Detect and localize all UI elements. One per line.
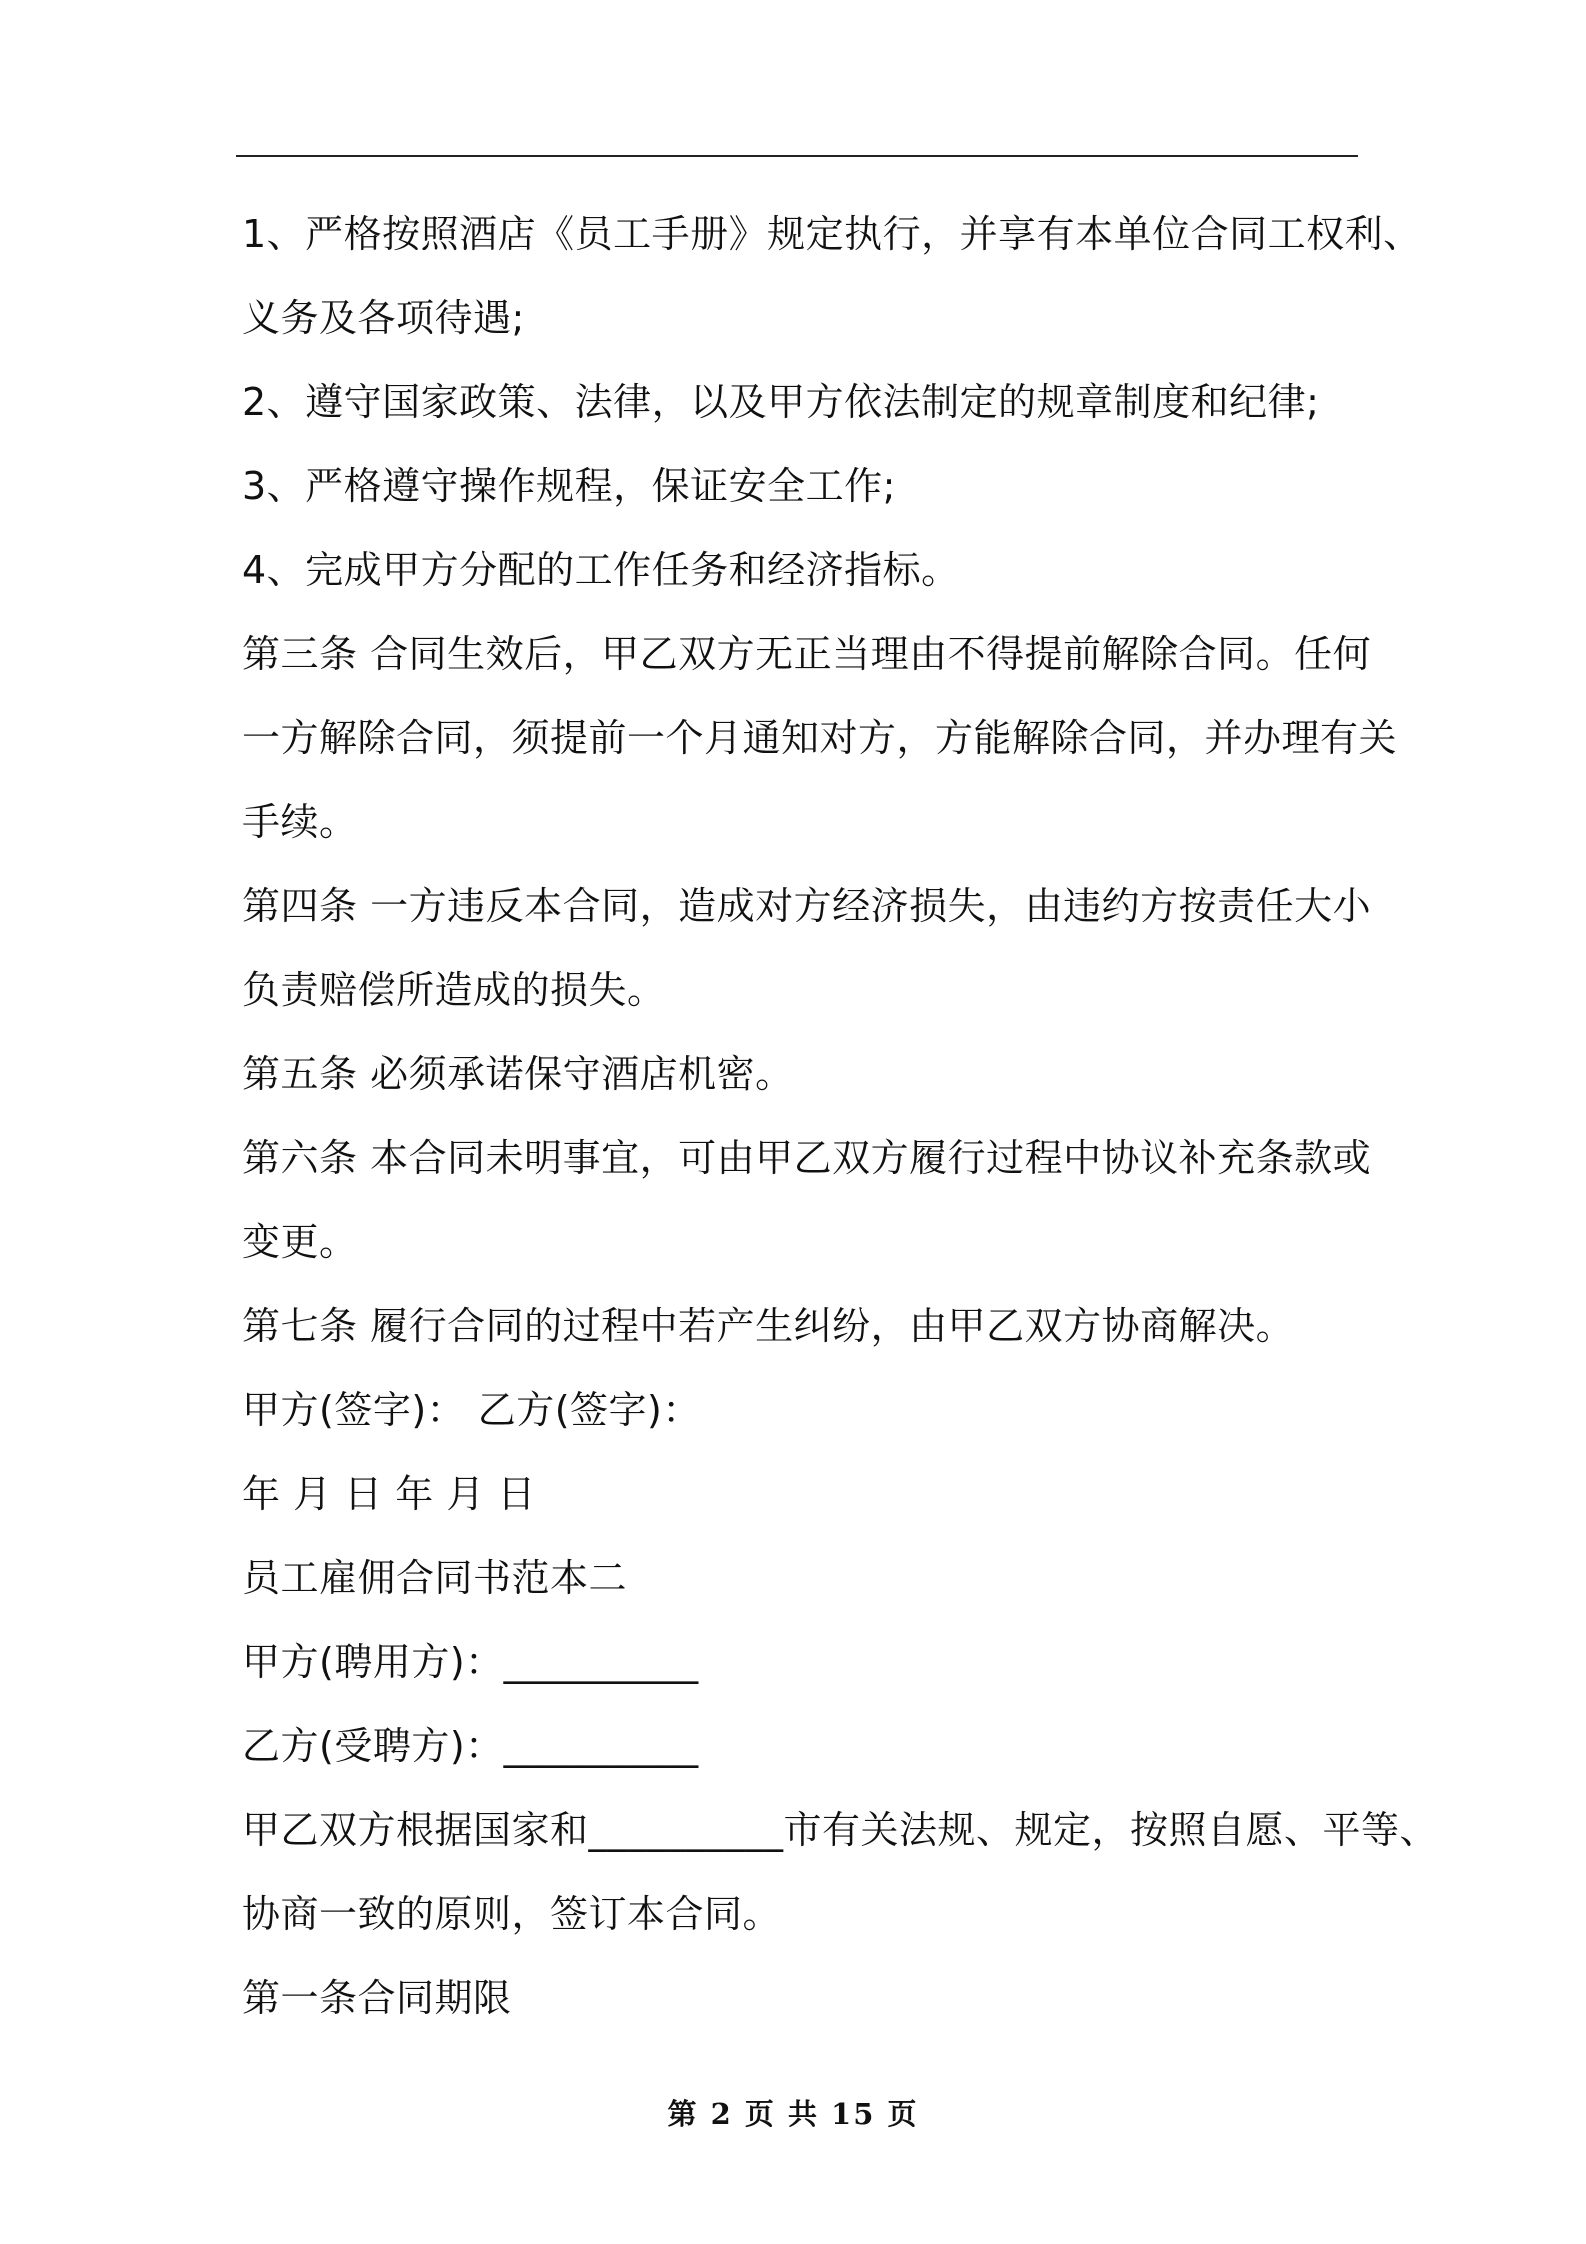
signature-line: 甲方(签字)： 乙方(签字)： bbox=[242, 1388, 701, 1432]
text-line: 第五条 必须承诺保守酒店机密。 bbox=[242, 1052, 794, 1096]
text-line: 一方解除合同，须提前一个月通知对方，方能解除合同，并办理有关 bbox=[242, 716, 1398, 760]
text-line: 1、严格按照酒店《员工手册》规定执行，并享有本单位合同工权利、 bbox=[242, 212, 1422, 256]
section-title: 员工雇佣合同书范本二 bbox=[242, 1556, 628, 1600]
text-line: 协商一致的原则，签订本合同。 bbox=[242, 1892, 782, 1936]
text-line: 负责赔偿所造成的损失。 bbox=[242, 968, 666, 1012]
header-rule bbox=[236, 155, 1358, 157]
clause-heading: 第一条合同期限 bbox=[242, 1976, 512, 2020]
text-line: 4、完成甲方分配的工作任务和经济指标。 bbox=[242, 548, 960, 592]
date-line: 年 月 日 年 月 日 bbox=[242, 1472, 536, 1516]
text-line: 甲乙双方根据国家和__________市有关法规、规定，按照自愿、平等、 bbox=[242, 1808, 1439, 1852]
text-line: 第七条 履行合同的过程中若产生纠纷，由甲乙双方协商解决。 bbox=[242, 1304, 1295, 1348]
text-line: 3、严格遵守操作规程，保证安全工作; bbox=[242, 464, 896, 508]
party-a-field: 甲方(聘用方)：__________ bbox=[242, 1640, 699, 1684]
text-line: 第三条 合同生效后，甲乙双方无正当理由不得提前解除合同。任何 bbox=[242, 632, 1372, 676]
text-line: 第四条 一方违反本合同，造成对方经济损失，由违约方按责任大小 bbox=[242, 884, 1372, 928]
document-body bbox=[242, 192, 1439, 2040]
text-line: 2、遵守国家政策、法律，以及甲方依法制定的规章制度和纪律; bbox=[242, 380, 1320, 424]
text-line: 义务及各项待遇; bbox=[242, 296, 525, 340]
page-number: 第 2 页 共 15 页 bbox=[667, 2097, 919, 2131]
party-b-field: 乙方(受聘方)：__________ bbox=[242, 1724, 699, 1768]
text-line: 变更。 bbox=[242, 1220, 358, 1264]
text-line: 第六条 本合同未明事宜，可由甲乙双方履行过程中协议补充条款或 bbox=[242, 1136, 1372, 1180]
text-line: 手续。 bbox=[242, 800, 358, 844]
